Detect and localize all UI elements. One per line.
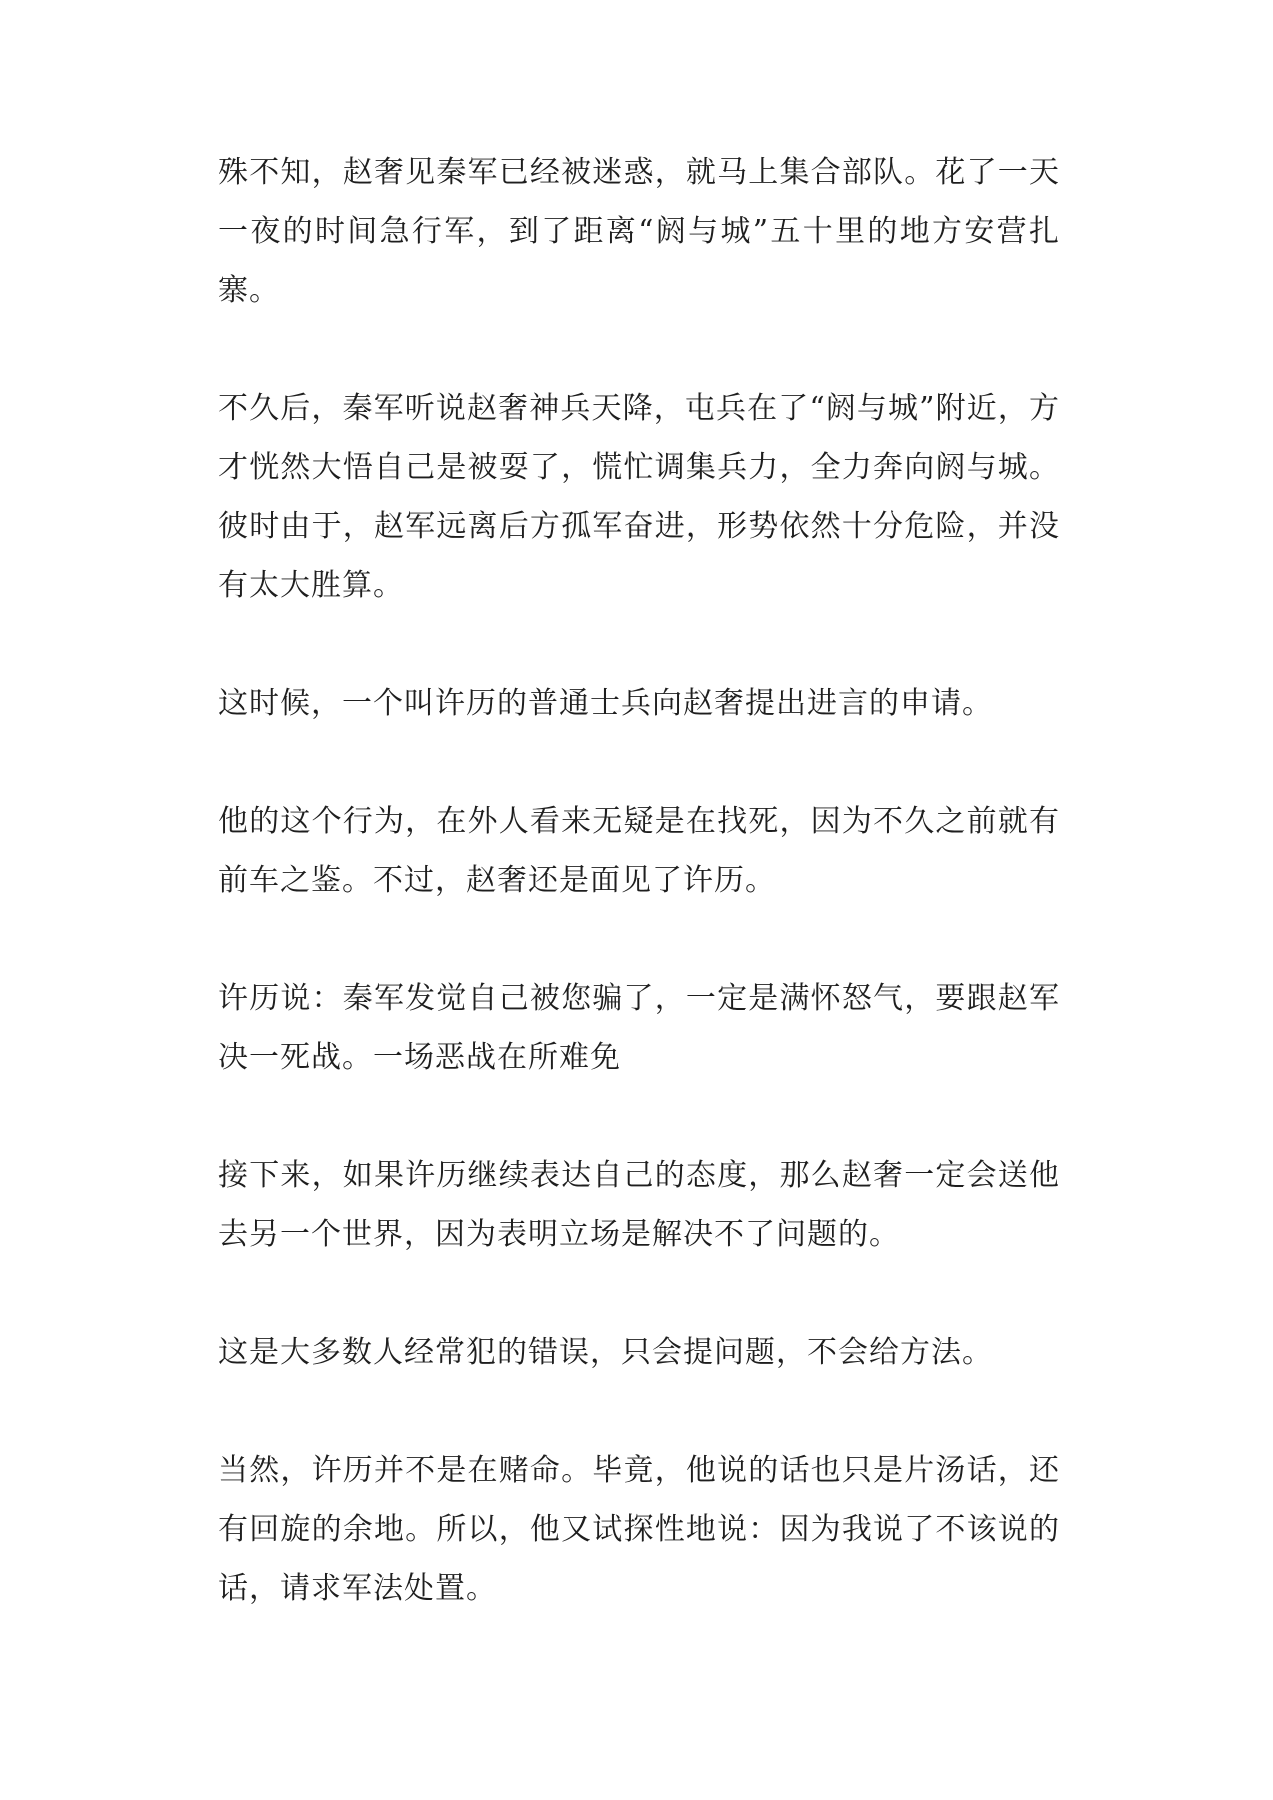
paragraph-6: 接下来，如果许历继续表达自己的态度，那么赵奢一定会送他去另一个世界，因为表明立场是解决不了问题的。 xyxy=(218,1158,1060,1252)
paragraph-2: 不久后，秦军听说赵奢神兵天降，屯兵在了“阏与城”附近，方才恍然大悟自己是被耍了，慌忙调集兵力，全力奔向阏与城。彼时由于，赵军远离后方孤军奋进，形势依然十分危险，并没有太大胜算。 xyxy=(218,391,1060,603)
document-page xyxy=(218,143,1060,1677)
paragraph-5: 许历说：秦军发觉自己被您骗了，一定是满怀怒气，要跟赵军决一死战。一场恶战在所难免 xyxy=(218,981,1060,1075)
paragraph-3: 这时候，一个叫许历的普通士兵向赵奢提出进言的申请。 xyxy=(218,686,993,721)
paragraph-1: 殊不知，赵奢见秦军已经被迷惑，就马上集合部队。花了一天一夜的时间急行军，到了距离“阏与城”五十里的地方安营扎寨。 xyxy=(218,155,1060,308)
paragraph-7: 这是大多数人经常犯的错误，只会提问题，不会给方法。 xyxy=(218,1335,993,1370)
paragraph-8: 当然，许历并不是在赌命。毕竟，他说的话也只是片汤话，还有回旋的余地。所以，他又试探性地说：因为我说了不该说的话，请求军法处置。 xyxy=(218,1453,1060,1606)
paragraph-4: 他的这个行为，在外人看来无疑是在找死，因为不久之前就有前车之鉴。不过，赵奢还是面见了许历。 xyxy=(218,804,1060,898)
